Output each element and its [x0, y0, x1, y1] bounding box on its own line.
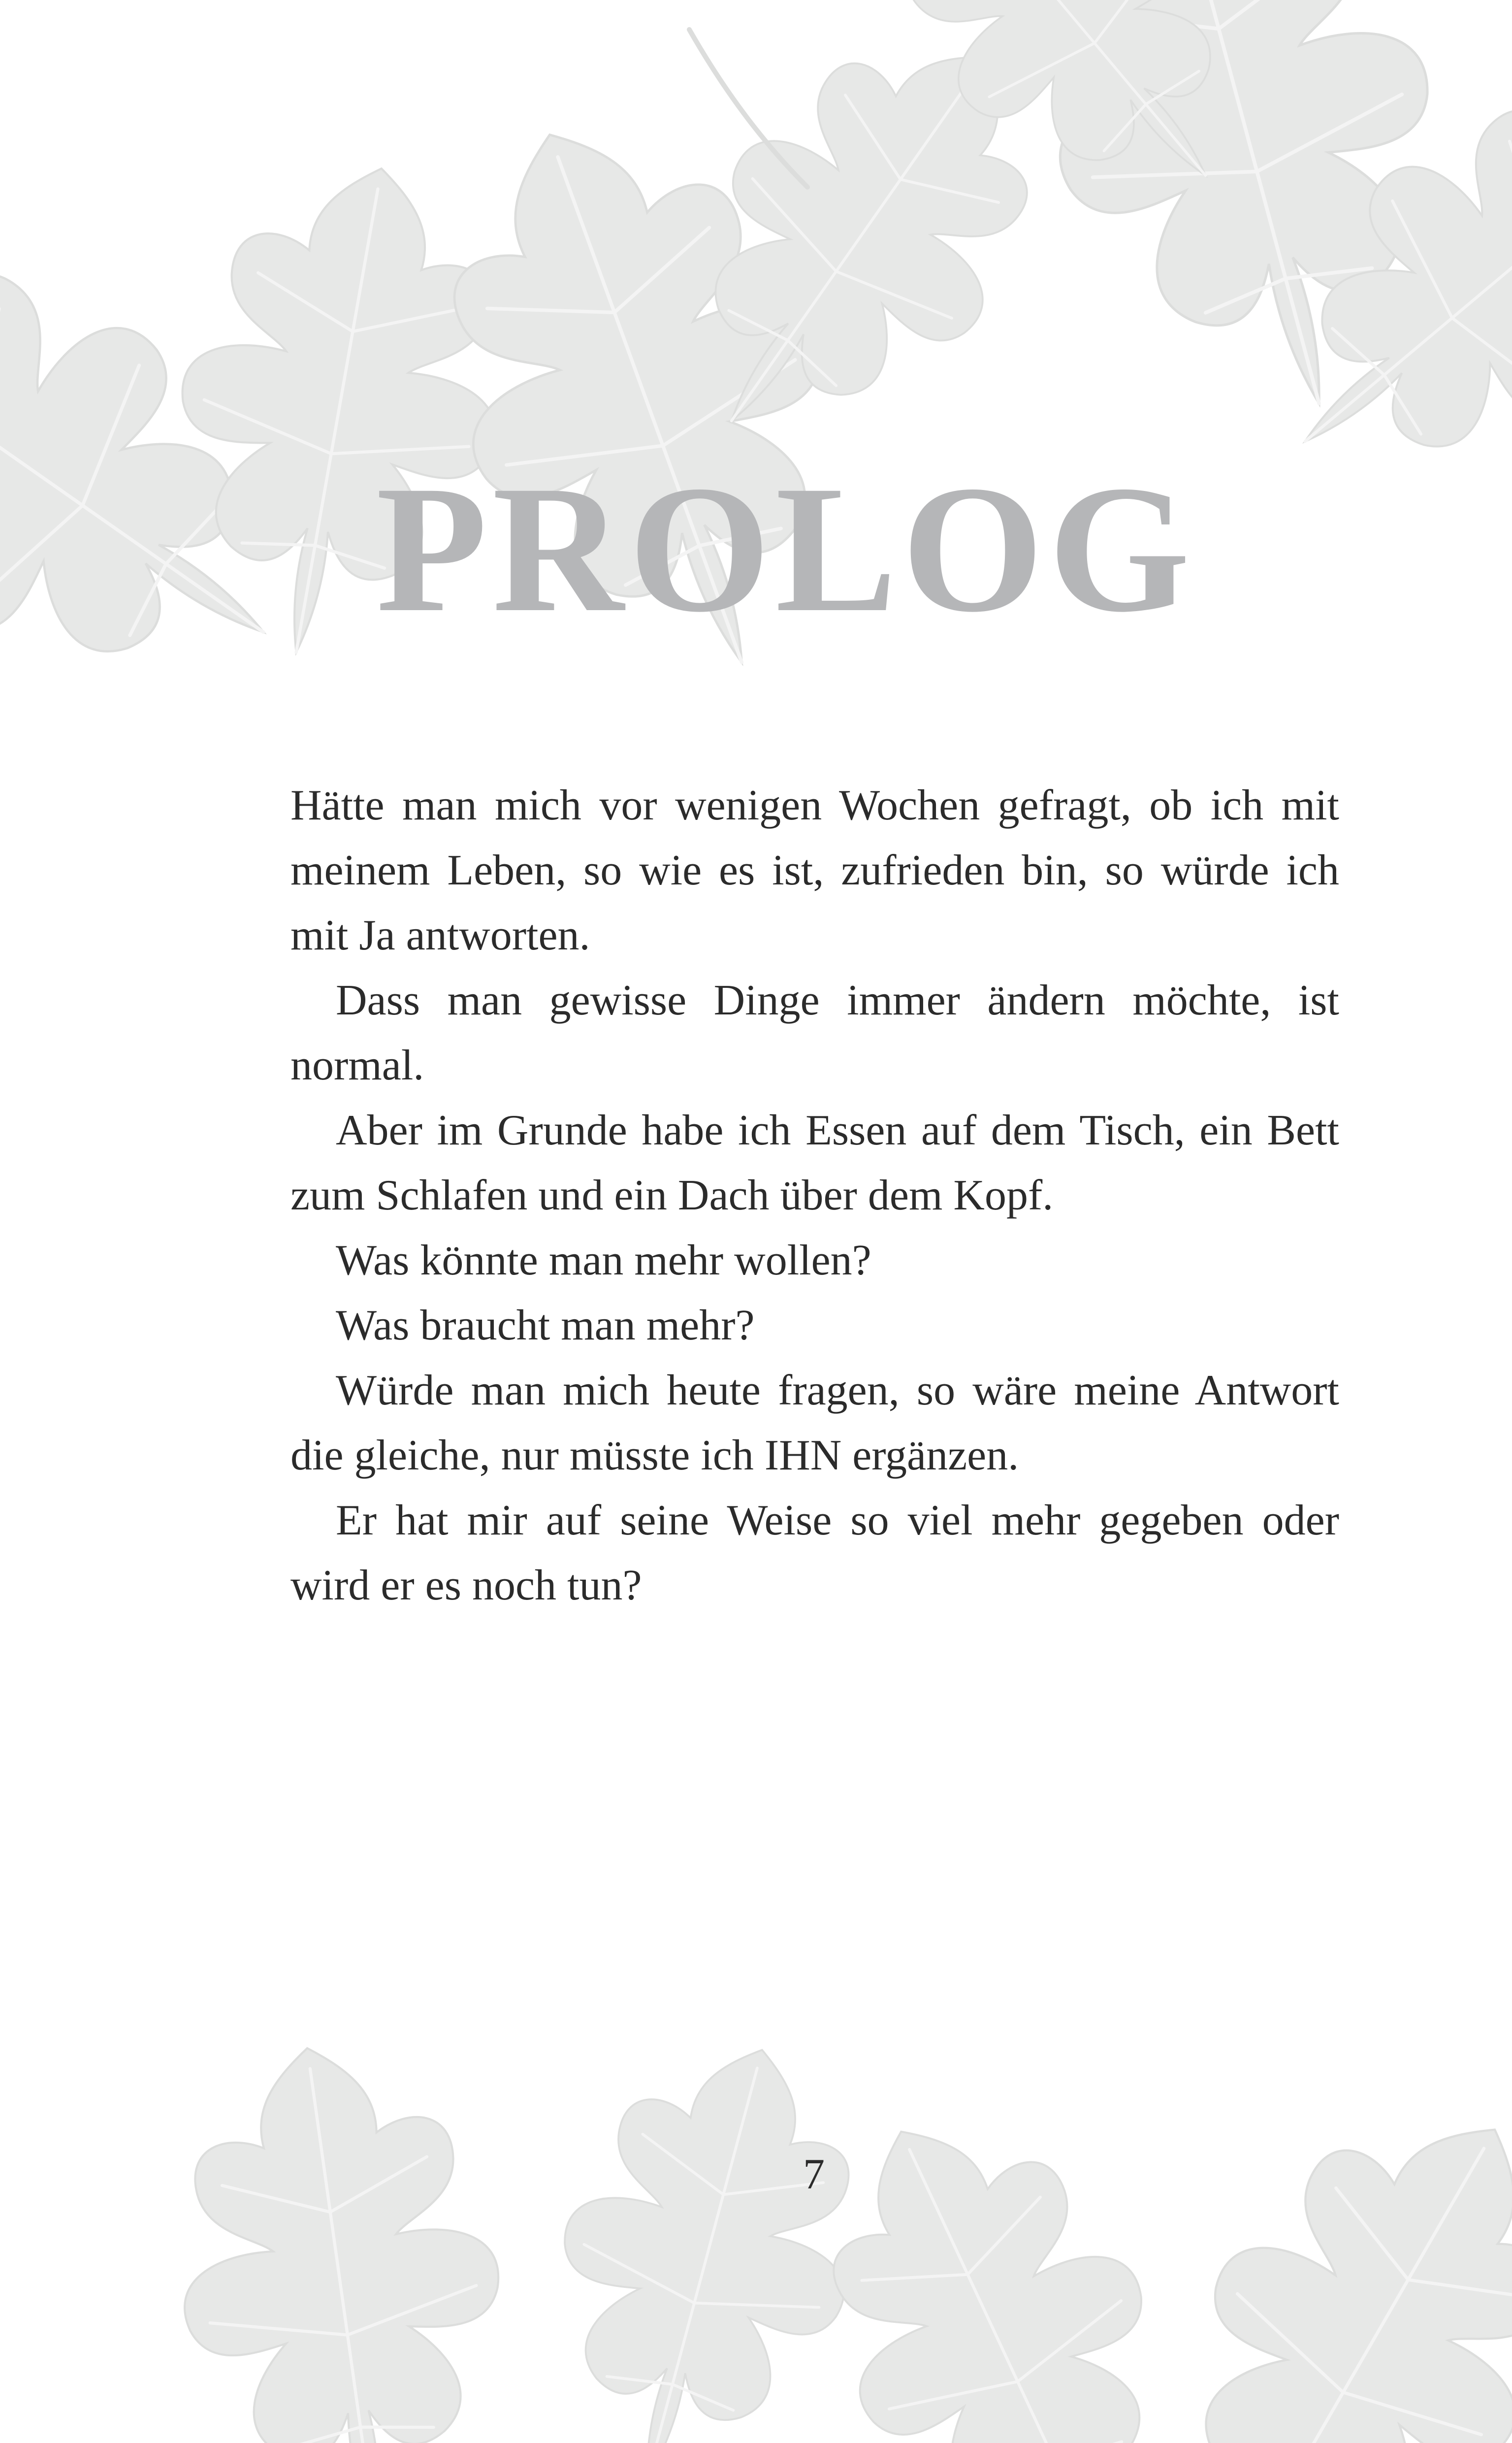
chapter-title: PROLOG: [376, 448, 1195, 650]
paragraph: Dass man gewisse Dinge immer ändern möchte, ist normal.: [290, 977, 1339, 1089]
paragraph: Würde man mich heute fragen, so wäre meine Antwort die gleiche, nur müsste ich IHN ergänzen.: [290, 1367, 1339, 1479]
prologue-text: [290, 773, 1339, 1618]
leaf-bottom-left: [151, 2026, 532, 2443]
page-number: 7: [803, 2150, 825, 2198]
leaf-bottom-center-right: [765, 2068, 1235, 2443]
paragraph: Was könnte man mehr wollen?: [336, 1237, 871, 1284]
leaf-bottom-right: [1094, 2047, 1512, 2443]
paragraph: Er hat mir auf seine Weise so viel mehr gegeben oder wird er es noch tun?: [290, 1497, 1339, 1609]
leaf-bottom-center: [509, 2013, 900, 2443]
paragraph: Aber im Grunde habe ich Essen auf dem Tisch, ein Bett zum Schlafen und ein Dach über dem Kopf.: [290, 1107, 1339, 1219]
paragraph: Was braucht man mehr?: [336, 1302, 755, 1349]
paragraph: Hätte man mich vor wenigen Wochen gefragt, ob ich mit meinem Leben, so wie es ist, zufrieden bin, so würde ich mit Ja antworten.: [290, 782, 1339, 959]
